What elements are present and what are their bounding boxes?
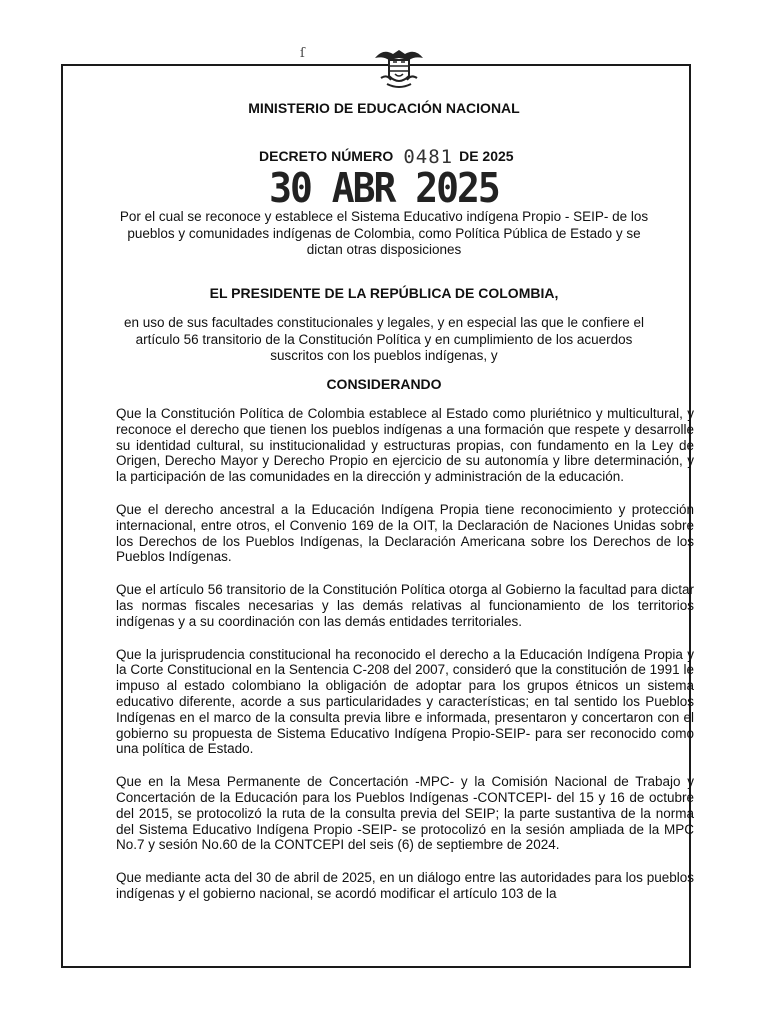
decree-label: DECRETO NÚMERO xyxy=(259,148,394,164)
considering-paragraphs xyxy=(116,406,694,919)
date-stamp: 30 ABR 2025 xyxy=(269,164,499,212)
paragraph: Que en la Mesa Permanente de Concertación -MPC- y la Comisión Nacional de Trabajo y Concertación de la Educación para los Pueblos Indígenas -CONTCEPI- del 15 y 16 de octubre del 2015, se protocolizó la ruta de la consulta previa del SEIP; la parte sustantiva de la norma del Sistema Educativo Indígena Propio -SEIP- se protocolizó en la sesión ampliada de la MPC No.7 y sesión No.60 de la CONTCEPI del seis (6) de septiembre de 2024. xyxy=(116,774,694,853)
paragraph: Que el artículo 56 transitorio de la Constitución Política otorga al Gobierno la facultad para dictar las normas fiscales necesarias y las demás relativas al funcionamiento de los territorios indígenas y a su coordinación con las demás entidades territoriales. xyxy=(116,582,694,629)
ministry-title: MINISTERIO DE EDUCACIÓN NACIONAL xyxy=(248,100,520,116)
paragraph: Que mediante acta del 30 de abril de 2025, en un diálogo entre las autoridades para los pueblos indígenas y el gobierno nacional, se acordó modificar el artículo 103 de la xyxy=(116,870,694,901)
handwritten-mark: ſ xyxy=(300,46,305,61)
decree-number: 0481 xyxy=(403,146,454,168)
considering-heading: CONSIDERANDO xyxy=(326,376,442,392)
decree-summary: Por el cual se reconoce y establece el Sistema Educativo indígena Propio - SEIP- de los pueblos y comunidades indígenas de Colombia, como Política Pública de Estado y se dictan otras disposiciones xyxy=(119,209,649,257)
president-heading: EL PRESIDENTE DE LA REPÚBLICA DE COLOMBIA, xyxy=(209,285,559,301)
decree-number-line xyxy=(259,144,514,166)
paragraph: Que el derecho ancestral a la Educación Indígena Propia tiene reconocimiento y protección internacional, entre otros, el Convenio 169 de la OIT, la Declaración de Naciones Unidas sobre los Derechos de los Pueblos Indígenas, la Declaración Americana sobre los Derechos de los Pueblos Indígenas. xyxy=(116,501,694,565)
powers-statement: en uso de sus facultades constitucionales y legales, y en especial las que le confiere el artículo 56 transitorio de la Constitución Política y en cumplimiento de los acuerdos suscritos con los pueblos indígenas, y xyxy=(123,315,645,363)
coat-of-arms-icon xyxy=(373,44,425,90)
paragraph: Que la Constitución Política de Colombia establece al Estado como pluriétnico y multicultural, y reconoce el derecho que tienen los pueblos indígenas a una formación que respete y desarrolle su identidad cultural, su institucionalidad y estructuras propias, con fundamento en la Ley de Origen, Derecho Mayor y Derecho Propio en ejercicio de su autonomía y libre determinación, y la participación de las comunidades en la dirección y administración de la educación. xyxy=(116,406,694,485)
paragraph: Que la jurisprudencia constitucional ha reconocido el derecho a la Educación Indígena Propia y la Corte Constitucional en la Sentencia C-208 del 2007, consideró que la constitución de 1991 le impuso al estado colombiano la obligación de adoptar para los grupos étnicos un sistema educativo diferente, acorde a sus particularidades y características; en tal sentido los Pueblos Indígenas en el marco de la consulta previa libre e informada, presentaron y concertaron con el gobierno su propuesta de Sistema Educativo Indígena Propio-SEIP- para ser reconocido como una política de Estado. xyxy=(116,646,694,757)
decree-year: DE 2025 xyxy=(459,148,514,164)
